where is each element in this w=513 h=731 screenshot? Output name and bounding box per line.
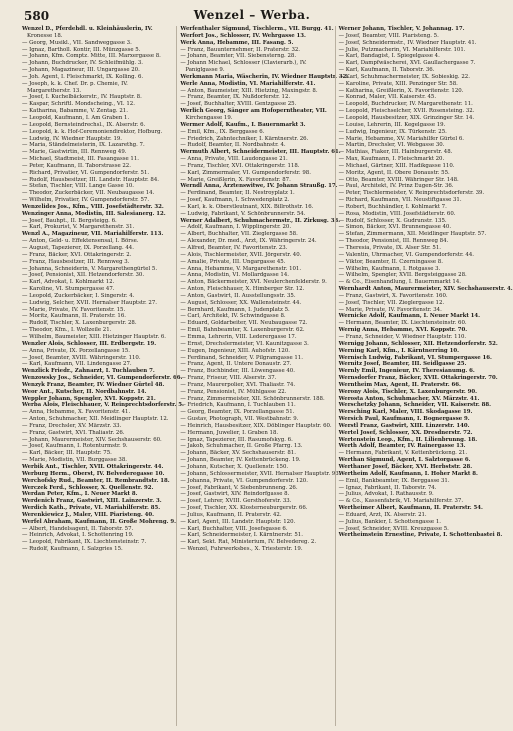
directory-entry: — Leopold, k. k. Hof-Ceremoniendirektor, Hofburg.	[22, 128, 163, 135]
directory-entry: — Bernhard, Kaufmann, I. Judenplatz 5.	[180, 306, 290, 313]
directory-entry: Werning Karl, Kfm., I. Kärntnerring 10.	[338, 347, 459, 354]
directory-entry: — Alfred, Beamter, IV. Favoritenstr. 23.	[180, 245, 288, 251]
directory-entry: — Theodor, Zuckerbäcker, VII. Neubaugasse 14.	[22, 190, 155, 197]
directory-entry: — Anna, Hebamme, X. Favoritenstr. 41.	[22, 409, 131, 416]
directory-entry: — Josef, Schneider, XVIII. Kreuzgasse 5.	[338, 525, 449, 532]
directory-entry: — Otto, Beamter, XVIII. Währinger Str. 148.	[338, 176, 459, 183]
directory-entry: Wermer Adolf, Kaufm., I. Bauernmarkt 3.	[180, 121, 306, 128]
directory-entry: — Jakob, Schuhmacher, II. Große Pfarrg. 13.	[180, 443, 303, 450]
directory-entry: — Ludwig, Ingenieur, IX. Türkenstr. 25.	[338, 128, 447, 135]
directory-entry: — Karl, Buchhalter, VIII. Josefsgasse 6.	[180, 525, 288, 532]
directory-entry: Wernisch Ludwig, Fabrikant, VI. Stumpergasse 16.	[338, 354, 492, 361]
directory-entry: Werfel Abraham, Kaufmann, II. Große Mohreng. 9.	[22, 518, 176, 525]
directory-entry: Werenkiewicz J., Maler, VIII. Piaristeng. 40.	[22, 511, 155, 518]
directory-entry: Werthan Sigmund, Agent, I. Salztorgasse 6.	[338, 457, 471, 464]
directory-entry: — Josef, Beamter, XVIII. Währingerstr. 110.	[22, 354, 141, 361]
directory-entry: — Leopold, Hausbesitzer, XIX. Grinzinger Str. 14.	[338, 114, 475, 121]
directory-entry: — Richard, Privatier, VI. Gumpendorferstr. 51.	[22, 169, 150, 176]
directory-entry: — Franz, Gastwirt, X. Favoritenstr. 160.	[338, 292, 448, 299]
directory-entry: — Karl, Agent, III. Landstr. Hauptstr. 120.	[180, 518, 296, 525]
directory-entry: — & Co., Eisenhandlung, I. Bauernmarkt 14.	[338, 279, 461, 286]
directory-entry: Wertel Josef, Schlosser, XX. Dresdnerstr. 72.	[338, 429, 473, 436]
directory-entry: — Maria, Ständelmeisterin, IX. Lazarethg. 7.	[22, 142, 145, 149]
directory-entry: Wersich Paul, Kaufmann, I. Bognergasse 9.	[338, 416, 470, 423]
directory-entry: — Kaspar, Schriftl. Mondscheing., VI. 12.	[22, 101, 135, 108]
directory-entry: — Emma, Lehrerin, VIII. Lederergasse 17.	[180, 333, 297, 340]
directory-entry: — Johanna, Schneiderin, V. Margarethengürtel 5.	[22, 265, 158, 272]
directory-entry: — Karl, Schneidermeister, I. Kärntnerstr. 51.	[180, 532, 303, 539]
directory-entry: Werkmann Maria, Wäscherin, IV. Wiedner Hauptstr. 32.	[180, 73, 349, 80]
directory-entry: — Johann Michael, Schlosser (Clavierarb.), IV.	[180, 60, 307, 67]
directory-entry: — Michael, Stadtmeist, III. Fasangasse 11.	[22, 156, 139, 163]
directory-entry: — Josef, I. Kuchelbäckerstr., IV. Hauptstr. 8.	[22, 94, 142, 101]
directory-entry: — Anton, Baumeister, XIII. Hietzing, Maxingstr. 8.	[180, 87, 318, 94]
directory-entry: — Franz, Buchbinder, III. Löwengasse 40.	[180, 368, 295, 375]
directory-entry: — Georg, Musikl., VII. Sandweggasse 3.	[22, 39, 132, 46]
directory-entry: — Marie, Private, IV. Favoritenstr. 15.	[22, 306, 126, 313]
directory-entry: — Josef, Kaufmann, I. Schwedenplatz 2.	[180, 197, 290, 204]
directory-entry: — Leopold, Zuckerbäcker, I. Singerstr. 4.	[22, 292, 135, 299]
directory-entry: — Josef, Buchhalter, XVIII. Gentzgasse 25.	[180, 101, 297, 108]
directory-entry: — Rosa, Modistin, VIII. Josefstädterstr. 60.	[338, 210, 456, 217]
directory-entry: — Moritz, Kaufmann, II. Praterstr. 16.	[22, 313, 126, 320]
directory-entry: — Katharina, Babamme, V. Zentag. 21.	[22, 108, 128, 115]
directory-entry: Werner Adalbert, Schuhmachermstr., II. Zirkusg. 33.	[180, 217, 341, 224]
directory-entry: — Josef, Fabrikant, V. Siebenbrunneng. 26.	[180, 484, 298, 491]
directory-entry: — Karl, Kaufmann, II. Taborstr. 36.	[338, 67, 435, 74]
directory-entry: — Franz, Pensionist, IV. Mühlgasse 22.	[180, 388, 287, 395]
directory-entry: Werndl Anna, Ärztenswitwe, IV. Johann Straußg. 17.	[180, 183, 338, 190]
directory-entry: — Josef, Bauhpt., II. Bergsteigg. 6.	[22, 217, 117, 224]
directory-entry: Wertheimer Albert, Kaufmann, II. Praterstr. 54.	[338, 505, 483, 512]
directory-entry: — Gustav, Photograph, VII. Westbahnstr. 9.	[180, 416, 299, 423]
directory-entry: — Franz, Zimmermeister, XII. Schönbrunnerstr. 188.	[180, 395, 325, 402]
directory-entry: — Johann, Bäcker, XV. Sechshauserstr. 81.	[180, 450, 296, 457]
directory-entry: — Karl, Zimmermaler, VI. Gumpendorferstr. 98.	[180, 169, 311, 176]
directory-entry: — Josef, Lehrer, XVIII. Gersthoferstr. 33.	[180, 498, 292, 505]
directory-entry: — Louise, Lehrerin, III. Kegelgasse 19.	[338, 121, 446, 128]
directory-entry: — & Co., Kassenfabrik, VI. Mariahilferstr. 37.	[338, 498, 464, 505]
directory-entry: Werdenich Franz, Gastwirt, XIII. Lainzerstr. 3.	[22, 498, 162, 505]
directory-entry: — Theodor, Pensionist, III. Rennweg 84.	[338, 238, 449, 245]
directory-entry: — Johann, Magazineur, III. Ungargasse 20.	[22, 67, 140, 74]
directory-entry: — Franz, Bäcker, XVI. Ottakringerstr. 2.	[22, 251, 132, 258]
directory-entry: Werdich Kath., Private, VI. Mariahilferstr. 85.	[22, 505, 161, 512]
directory-entry: — Stefan, Zimmermann, XII. Meidlinger Hauptstr. 57.	[338, 231, 487, 238]
directory-entry: — Ludwig, Fabrikant, V. Schönbrunnerstr. 54.	[180, 210, 306, 217]
directory-entry: Werntheim Max, Agent, II. Praterstr. 66.	[338, 381, 461, 388]
directory-entry: Wersching Karl, Maler, VIII. Skodagasse 19.	[338, 409, 473, 416]
directory-entry: Werchofsky Rud., Beamter, II. Rembrandtstr. 18.	[22, 477, 170, 484]
directory-entry: — Richard, Kaufmann, VII. Neustiftgasse 31.	[338, 197, 462, 204]
directory-entry: Werth Adolf, Beamter, IV. Rainergasse 13.	[338, 443, 466, 450]
directory-entry: Werburg Herm., Oberst, IV. Belvederegasse 10.	[22, 470, 165, 477]
directory-entry: — Franz, Friseur, VIII. Alserstr. 37.	[180, 375, 277, 382]
directory-entry: — Wilhelm, Spengler, XVII. Bergsteiggasse 28.	[338, 272, 467, 279]
directory-entry: — Mathias, Fiaker, III. Hainburgerstr. 48.	[338, 149, 453, 156]
directory-entry: — Josef, Pensionist, XII. Hetzendorferstr. 30.	[22, 272, 145, 279]
directory-entry: — Friedrich, Kaufmann, I. Tuchlauben 11.	[180, 402, 296, 409]
directory-entry: — Marie, Modistin, VII. Burggasse 38.	[22, 457, 127, 464]
directory-entry: — Johanna, Private, VI. Gumpendorferstr. 120.	[180, 477, 308, 484]
directory-entry: — Heinrich, Hausbesitzer, XIX. Döblinger Hauptstr. 60.	[180, 422, 332, 429]
directory-entry: — Emil, Kfm., IX. Berggasse 6.	[180, 128, 265, 135]
directory-entry: Werfort Jos., Schlosser, IV. Wehrgasse 13.	[180, 32, 306, 39]
directory-entry: Margaretherstr. 13.	[27, 87, 82, 94]
directory-entry: — Leopold, Buchdrucker, IV. Margarethenstr. 11.	[338, 101, 473, 108]
directory-entry: — Josef, Tischler, XX. Klosterneuburgerstr. 66.	[180, 505, 308, 512]
directory-entry: — Franz, Drechsler, XV. Märzstr. 33.	[22, 422, 122, 429]
directory-entry: — Wilhelm, Privatier, IV. Gumpendorferstr. 57.	[22, 197, 150, 204]
directory-entry: — Karl, Bandagist, I. Spiegelgasse 4.	[338, 53, 440, 60]
directory-entry: Wermuth Albert, Schneidermeister, III. Hauptstr. 61.	[180, 149, 341, 156]
directory-entry: — Stefan, Tischler, VIII. Lange Gasse 10.	[22, 183, 135, 190]
directory-entry: — Karl, Advokat, I. Kohlmarkt 12.	[22, 279, 115, 286]
directory-entry: — Anton, Bäckermeister, XVI. Neulerchenfelderstr. 9.	[180, 279, 327, 286]
directory-entry: — Johann, Schlossermeister, XVII. Hernalser Hauptstr. 93.	[180, 470, 341, 477]
directory-entry: — Johann, Kfm. Comptz. Mitte, III. Marxergasse 8.	[22, 53, 161, 60]
directory-entry: — Robert, Buchhändler, I. Kohlmarkt 7.	[338, 203, 447, 210]
directory-entry: — Georg, Beamter, IX. Porzellangasse 51.	[180, 409, 295, 416]
directory-entry: — Albert, Handelsagent, II. Taborstr. 57.	[22, 525, 134, 532]
directory-entry: — Julius, Bankier, I. Schottengasse 1.	[338, 518, 441, 525]
directory-entry: — Anton, Schuhmacher, XII. Meidlinger Hauptstr. 12.	[22, 416, 169, 423]
directory-entry: Werdan Peter, Kfm., I. Neuer Markt 8.	[22, 491, 138, 498]
directory-entry: — Rudolf, Schlosser, X. Gudrunstr. 135.	[338, 217, 447, 224]
directory-entry: — Anna, Private, IX. Porzellangasse 15.	[22, 347, 131, 354]
directory-entry: — Leopold, Kaufmann, I. Am Graben 1.	[22, 114, 130, 121]
directory-entry: — Paul, Architekt, IV. Prinz Eugen-Str. 36.	[338, 183, 454, 190]
directory-entry: — Franz, Bauunternehmer, II. Praterstr. 32.	[180, 46, 301, 53]
directory-entry: — Friedrich, Zahntechniker, I. Kärntnerstr. 26.	[180, 135, 309, 142]
directory-entry: Werczek Ferd., Schlosser, X. Quellenstr. 92.	[22, 484, 154, 491]
directory-entry: — Marie, Private, IV. Favoritenstr. 34.	[338, 306, 442, 313]
directory-entry: — Ignaz, Bartholl. Kontir, III. Münzgasse 5.	[22, 46, 141, 53]
directory-entry: — Johann, Maurermeister, XIV. Sechshauserstr. 60.	[22, 436, 162, 443]
directory-entry: — Leopold, Bernsteindrechsl., IX. Alserstr. 6.	[22, 121, 146, 128]
directory-entry: — Heinrich, Advokat, I. Schottenring 19.	[22, 532, 134, 539]
directory-entry: — Karoline, VI. Stumpergasse 47.	[22, 286, 115, 293]
directory-entry: — Karl, Bäcker, III. Hauptstr. 75.	[22, 450, 112, 457]
directory-entry: Wertheim Adolf, Kaufmann, I. Hoher Markt 8.	[338, 470, 478, 477]
directory-entry: — Rudolf, Kaufmann, I. Salzgries 15.	[22, 546, 123, 553]
directory-entry: — Rudolf, Hausbesitzer, III. Landstr. Hauptstr. 84.	[22, 176, 159, 183]
directory-entry: — Johann, Beamter, VII. Siebensterng. 28.	[180, 53, 297, 60]
directory-entry: — Karl, Prokurist, V. Margarethenstr. 31.	[22, 224, 135, 231]
directory-entry: — Ignaz, Fabrikant, II. Taborstr. 74.	[338, 484, 437, 491]
directory-entry: — Hermann, Fabrikant, V. Kettenbrückeng. 21.	[338, 450, 468, 457]
directory-entry: Kronesse 18.	[27, 32, 63, 39]
directory-entry: Kirchengasse 19.	[185, 114, 233, 121]
directory-entry: — Marie, Hebamme, XV. Mariahilfer Gürtel 6.	[338, 135, 464, 142]
directory-entry: Wernigg Johann, Schlosser, XII. Hetzendorferstr. 52.	[338, 340, 498, 347]
directory-entry: — Moritz, Agent, II. Obere Donaustr. 55.	[338, 169, 450, 176]
directory-entry: Wernly Emil, Ingenieur, IV. Theresianumg. 6.	[338, 368, 475, 375]
directory-entry: — Anna, Modistin, VI. Mollardgasse 14.	[180, 272, 289, 279]
directory-entry: Wernhardt Anton, Maurermeister, XIV. Sechshauserstr. 4.	[338, 286, 513, 293]
directory-entry: — Eugen, Ingenieur, XIII. Auhofstr. 120.	[180, 347, 290, 354]
page-header	[0, 0, 504, 24]
directory-entry: — Theodor, Kfm., I. Wollzeile 21.	[22, 327, 112, 334]
directory-entry: Wernig Anna, Hebamme, XVI. Koppstr. 70.	[338, 327, 468, 334]
directory-entry: — Emil, Bahnbeamter, X. Laxenburgerstr. 62.	[180, 327, 305, 334]
directory-entry: — Eduard, Arzt, IX. Alserstr. 21.	[338, 511, 427, 518]
directory-entry: Werony Alois, Tischler, X. Laxenburgerstr. 90.	[338, 388, 478, 395]
directory-entry: — Leopold, Fleischselcher, XVII. Rosensteing. 32.	[338, 108, 475, 115]
directory-entry: — Ernst, Drechslermeister, VI. Kaunitzgasse 3.	[180, 340, 309, 347]
directory-entry: — Franz, Tischler, XVI. Ottakringerstr. 118.	[180, 162, 300, 169]
directory-entry: Wenzler Alois, Schlosser, III. Erdbergstr. 19.	[22, 340, 157, 347]
directory-entry: — Rudolf, Beamter, II. Nordbahnstr. 4.	[180, 142, 286, 149]
directory-entry: — Wilhelm, Kaufmann, I. Rotgasse 3.	[338, 265, 441, 272]
directory-entry: — August, Schlosser, XX. Wallensteinstr. 44.	[180, 299, 302, 306]
directory-entry: — Amalie, Private, III. Ungargasse 45.	[180, 258, 286, 265]
directory-entry: — Katharina, Greißlerin, X. Favoritenstr. 120.	[338, 87, 464, 94]
directory-entry: — Carl, Architekt, IV. Schwindgasse 8.	[180, 313, 286, 320]
directory-entry: — Joh. Agent, I. Fleischmarkt, IX. Kolling. 6.	[22, 73, 144, 80]
directory-entry: Wenzl A., Magazineur, VII. Mariahilferstr. 113.	[22, 231, 164, 238]
directory-entry: — Alexander, Dr. med., Arzt, IX. Währingerstr. 24.	[180, 238, 317, 245]
directory-entry: — Leopold, Fabrikant, IX. Liechtensteinstr. 7.	[22, 539, 147, 546]
directory-entry: — Peter, Tischlermeister, V. Reinprechtsdorferstr. 39.	[338, 190, 485, 197]
directory-entry: Wenzyk Franz, Beamter, IV. Wiedner Gürtel 48.	[22, 381, 165, 388]
directory-entry: Wenzlick Friedr., Zahnarzt, I. Tuchlauben 7.	[22, 368, 155, 375]
directory-entry: — Julius, Kaufmann, II. Praterstr. 42.	[180, 511, 282, 518]
directory-entry: Werner Johann, Tischler, V. Johannag. 17.	[338, 26, 465, 32]
directory-columns	[22, 26, 513, 726]
directory-entry: — Karoline, Private, XIII. Penzinger Str. 58.	[338, 80, 458, 87]
directory-entry: — Anton, Gastwirt, II. Ausstellungsstr. 35.	[180, 292, 296, 299]
directory-entry: — Viktor, Beamter, II. Czerningasse 8.	[338, 258, 443, 265]
directory-entry: — Anna, Private, VIII. Laudongasse 21.	[180, 156, 288, 163]
directory-entry: — Josef, Schneidermstr., IV. Wiedner Hauptstr. 41.	[338, 39, 477, 46]
directory-entry: — Josef, Kaufmann, I. Rotenturmstr. 9.	[22, 443, 128, 450]
directory-entry: — Karl, Kaufmann, VII. Lindengasse 27.	[22, 361, 132, 368]
directory-entry: — Peter, Kaufmann, II. Taborstrasse 22.	[22, 162, 131, 169]
directory-entry: Werbik Ant., Tischler, XVII. Ottakringerstr. 44.	[22, 464, 164, 470]
page-number: 580	[24, 9, 50, 23]
directory-entry: Werlich Georg, Sänger am Hofoperntheater, VII.	[180, 108, 327, 115]
directory-entry: Paniglgasse 9.	[185, 67, 225, 74]
directory-entry: Werfenthaler Sigmund, Tischlerm., VII. Burgg. 41.	[180, 26, 334, 32]
directory-entry: Wernicke Adolf, Kaufmann, I. Neuer Markt 14.	[338, 313, 481, 320]
directory-entry: Wernitz Josef, Beamter, III. Seidlgasse 25.	[338, 361, 467, 368]
directory-entry: — Max, Kaufmann, I. Fleischmarkt 20.	[338, 156, 445, 163]
directory-entry: — Ferdinand, Schneider, V. Pilgramgasse 11.	[180, 354, 303, 361]
column-right	[335, 26, 513, 726]
directory-entry: Werle Anna, Modistin, VI. Mariahilferstr. 41.	[180, 80, 316, 87]
directory-entry: — Ferdinand, Beamter, II. Nestroyplatz 1.	[180, 190, 295, 197]
running-title: Wenzel – Werba.	[193, 8, 311, 22]
directory-entry: — Johann, Beamter, IV. Kettenbrückeng. 19.	[180, 457, 301, 464]
directory-entry: — Anton, Fleischhauer, X. Himberger Str. 12.	[180, 286, 305, 293]
directory-entry: — Karl, Dampfwäscherei, XVI. Gaullachergasse 7.	[338, 60, 476, 67]
directory-entry: — Ludwig, IV. Wiedner Hauptstr. 19.	[22, 135, 123, 142]
directory-entry: Wenzinger Anna, Modistin, III. Salesianerg. 12.	[22, 210, 166, 217]
directory-entry: — Franz, Gastwirt, XVI. Thaliastr. 26.	[22, 429, 125, 436]
directory-entry: — Joseph, k. k. Chef. Dr. p. Chemie, IV.	[22, 80, 128, 87]
column-left	[22, 26, 184, 726]
directory-entry: Wenzelides Jos., Kfm., VIII. Josefstädterstr. 32.	[22, 203, 164, 210]
directory-entry: — Rudolf, Tischler, X. Laxenburgerstr. 28.	[22, 320, 137, 327]
directory-entry: Weppler Johann, Spengler, XVI. Koppstr. 21.	[22, 395, 156, 402]
directory-entry: Wertheimstein Ernestine, Private, I. Schottenbastei 8.	[338, 532, 503, 539]
directory-entry: — Franz, Agent, II. Untere Donaustr. 27.	[180, 361, 292, 368]
directory-entry: — Anton, Geld- u. Effektensensal, I. Börse.	[22, 238, 139, 245]
directory-entry: — Josef, Gastwirt, XIV. Reindorfgasse 8.	[180, 491, 290, 498]
directory-entry: — Valentin, Uhrmacher, VI. Gumpendorferstr. 44.	[338, 251, 474, 258]
directory-entry: — Franz, Beamter, IX. Nußdorferstr. 12.	[180, 94, 291, 101]
directory-entry: — Anna, Hebamme, V. Margarethenstr. 101.	[180, 265, 302, 272]
directory-entry: — Martin, Drechsler, VI. Webgasse 30.	[338, 142, 445, 149]
directory-entry: — Josef, Beamter, VIII. Piaristeng. 5.	[338, 32, 439, 39]
directory-entry: Wertenstein Leop., Kfm., II. Lilienbrunng. 18.	[338, 436, 478, 443]
directory-entry: Werthaner Josef, Bäcker, XVI. Herbststr. 28.	[338, 464, 473, 470]
directory-entry: — Adolf, Kaufmann, I. Wipplingerstr. 20.	[180, 224, 292, 231]
directory-entry: — Julie, Putzmacherin, VI. Mariahilferstr. 101.	[338, 46, 466, 53]
directory-entry: — Josef, Tischler, VII. Zieglergasse 12.	[338, 299, 445, 306]
directory-entry: — Wenzel, Fuhrwerksbes., X. Triesterstr. 19.	[180, 546, 303, 553]
directory-entry: — Alois, Tischlermeister, XVII. Jörgerstr. 40.	[180, 251, 302, 258]
directory-entry: — Johann, Buchdrucker, IV. Schleifmühlg. 3.	[22, 60, 143, 67]
directory-entry: — Ludwig, Selcher, XVII. Hernalser Hauptstr. 27.	[22, 299, 157, 306]
directory-entry: Werschetzky Johann, Schneider, VII. Kaiserstr. 88.	[338, 402, 492, 409]
directory-entry: — Theresia, Private, IX. Alser Str. 51.	[338, 245, 441, 251]
directory-entry: Werk Anna, Hebamme, III. Fasang. 5.	[180, 39, 294, 46]
directory-entry: — Michael, Gärtner, XIII. Hadikgasse 110.	[338, 162, 455, 169]
directory-entry: — Hermann, Beamter, IX. Liechtensteinstr. 60.	[338, 320, 467, 327]
directory-entry: — Franz, Schneider, V. Wiedner Hauptstr. 110.	[338, 333, 467, 340]
directory-entry: Wenzel D., Pferdehdl. u. Kleinhäuslerin, IV.	[22, 26, 153, 32]
directory-entry: — Marie, Greißlerin, X. Favoritenstr. 87.	[180, 176, 291, 183]
directory-entry: — Simon, Bäcker, XVI. Brunnengasse 40.	[338, 224, 452, 231]
directory-entry: — Eduard, Goldarbeiter, VII. Neubaugasse 72.	[180, 320, 308, 327]
directory-entry: Werstl Franz, Gastwirt, XIII. Linzerstr. 140.	[338, 422, 470, 429]
directory-entry: Werba Alois, Fleischhauer, V. Reinprechtsdorferstr. 5.	[22, 402, 184, 409]
directory-entry: Weor Ant., Kutscher, II. Nordbahnstr. 14.	[22, 388, 147, 395]
directory-entry: — Johann, Kutscher, X. Quellenstr. 150.	[180, 464, 289, 470]
directory-entry: — Karl, Schuhmachermeister, IX. Sobieskig. 22.	[338, 73, 470, 80]
directory-entry: — Marie, Gastwirtin, III. Rennweg 49.	[22, 149, 127, 156]
directory-entry: Wenzowsky Jos., Schneider, VI. Gumpendorferstr. 66.	[22, 375, 183, 382]
directory-entry: Wernsdorfer Franz, Bäcker, XVII. Ottakringerstr. 70.	[338, 375, 498, 382]
directory-entry: — Albert, Buchhalter, VII. Zieglergasse 58.	[180, 231, 298, 238]
directory-entry: — Julius, Advokat, I. Rathausstr. 9.	[338, 491, 434, 498]
directory-entry: — Karl, k. k. Oberstleutnant, XIX. Billrothstr. 16.	[180, 203, 314, 210]
directory-entry: — Konrad, Maler, VII. Kaiserstr. 45.	[338, 94, 437, 101]
directory-entry: — Franz, Hausbesitzer, III. Rennweg 3.	[22, 258, 130, 265]
directory-entry: — Hermann, Juwelier, I. Graben 18.	[180, 429, 279, 436]
directory-entry: Werosta Anton, Schuhmacher, XV. Märzstr. 41.	[338, 395, 480, 402]
column-middle	[176, 26, 349, 726]
directory-entry: — Wilhelm, Baumeister, XIII. Hietzinger Hauptstr. 6.	[22, 333, 167, 340]
directory-entry: — Emil, Bankbeamter, IX. Berggasse 31.	[338, 477, 450, 484]
directory-entry: — Karl, Sekt. Rat, Ministerium, IV. Belvedereg. 2.	[180, 539, 317, 546]
directory-entry: — August, Tapezierer, IX. Porzellang. 44.	[22, 245, 134, 251]
directory-entry: — Franz, Maurerpolier, XVI. Thaliastr. 74.	[180, 381, 296, 388]
directory-entry: — Ignaz, Tapezierer, III. Rasumofskyg. 6.	[180, 436, 293, 443]
